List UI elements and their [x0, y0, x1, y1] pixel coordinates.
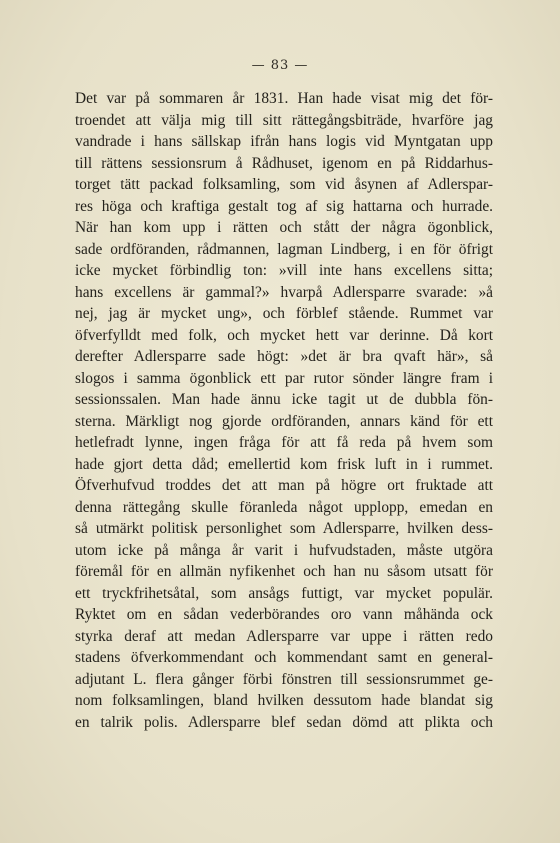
text-line: Öfverhufvud troddes det att man på högre ort fruktade att — [75, 477, 493, 494]
text-line: troendet att välja mig till sitt rättegångsbiträde, hvarföre jag — [75, 111, 493, 129]
text-line: så utmärkt politisk personlighet som Adlersparre, hvilken dess- — [75, 520, 493, 537]
text-line: När han kom upp i rätten och stått der några ögonblick, — [75, 219, 493, 236]
text-line: nej, jag är mycket ung», och förblef stående. Rummet var — [75, 305, 493, 322]
text-line: Det var på sommaren år 1831. Han hade visat mig det för- — [75, 90, 493, 107]
text-line: sterna. Märkligt nog gjorde ordföranden, annars känd för ett — [75, 412, 493, 430]
page-number: — 83 — — [251, 58, 309, 73]
text-line: hans excellens är gammal?» hvarpå Adlersparre svarade: »å — [75, 283, 493, 301]
text-line: adjutant L. flera gånger förbi fönstren till sessionsrummet ge- — [75, 670, 493, 688]
text-line: slogos i samma ögonblick ett par rutor sönder längre fram i — [75, 369, 493, 387]
text-line: till rättens sessionsrum å Rådhuset, igenom en på Riddarhus- — [75, 154, 493, 172]
text-line: hade gjort detta dåd; emellertid kom frisk luft in i rummet. — [75, 455, 493, 473]
text-line: denna rättegång skulle föranleda något upplopp, emedan en — [75, 498, 493, 516]
text-line: derefter Adlersparre sade högt: »det är bra qvaft här», så — [75, 348, 493, 365]
text-line: torget tätt packad folksamling, som vid åsynen af Adlerspar- — [75, 176, 493, 193]
text-line: vandrade i hans sällskap ifrån hans logis vid Myntgatan upp — [75, 133, 493, 150]
text-line: en talrik polis. Adlersparre blef sedan dömd att plikta och — [75, 713, 493, 731]
text-line: utom icke på många år varit i hufvudstaden, måste utgöra — [75, 541, 493, 559]
text-line: ett tryckfrihetsåtal, som ansågs futtigt, var mycket populär. — [75, 584, 493, 602]
text-line: sessionssalen. Man hade ännu icke tagit ut de dubbla fön- — [75, 391, 493, 408]
text-line: öfverfylldt med folk, och mycket hett var derinne. Då kort — [75, 326, 493, 344]
body-text — [75, 88, 493, 733]
text-line: hetlefradt lynne, ingen fråga för att få reda på hvem som — [75, 434, 493, 451]
text-line: stadens öfverkommendant och kommendant samt en general- — [75, 649, 493, 666]
text-line: styrka deraf att medan Adlersparre var uppe i rätten redo — [75, 627, 493, 645]
text-line: Ryktet om en sådan vederbörandes oro vann måhända ock — [75, 606, 493, 623]
text-line: föremål för en allmän nyfikenhet och han nu såsom utsatt för — [75, 563, 493, 580]
text-line: icke mycket förbindlig ton: »vill inte hans excellens sitta; — [75, 262, 493, 279]
text-line: res höga och kraftiga gestalt tog af sig hattarna och hurrade. — [75, 197, 493, 215]
text-line: nom folksamlingen, bland hvilken dessutom hade blandat sig — [75, 692, 493, 709]
text-line: sade ordföranden, rådmannen, lagman Lindberg, i en för öfrigt — [75, 240, 493, 258]
